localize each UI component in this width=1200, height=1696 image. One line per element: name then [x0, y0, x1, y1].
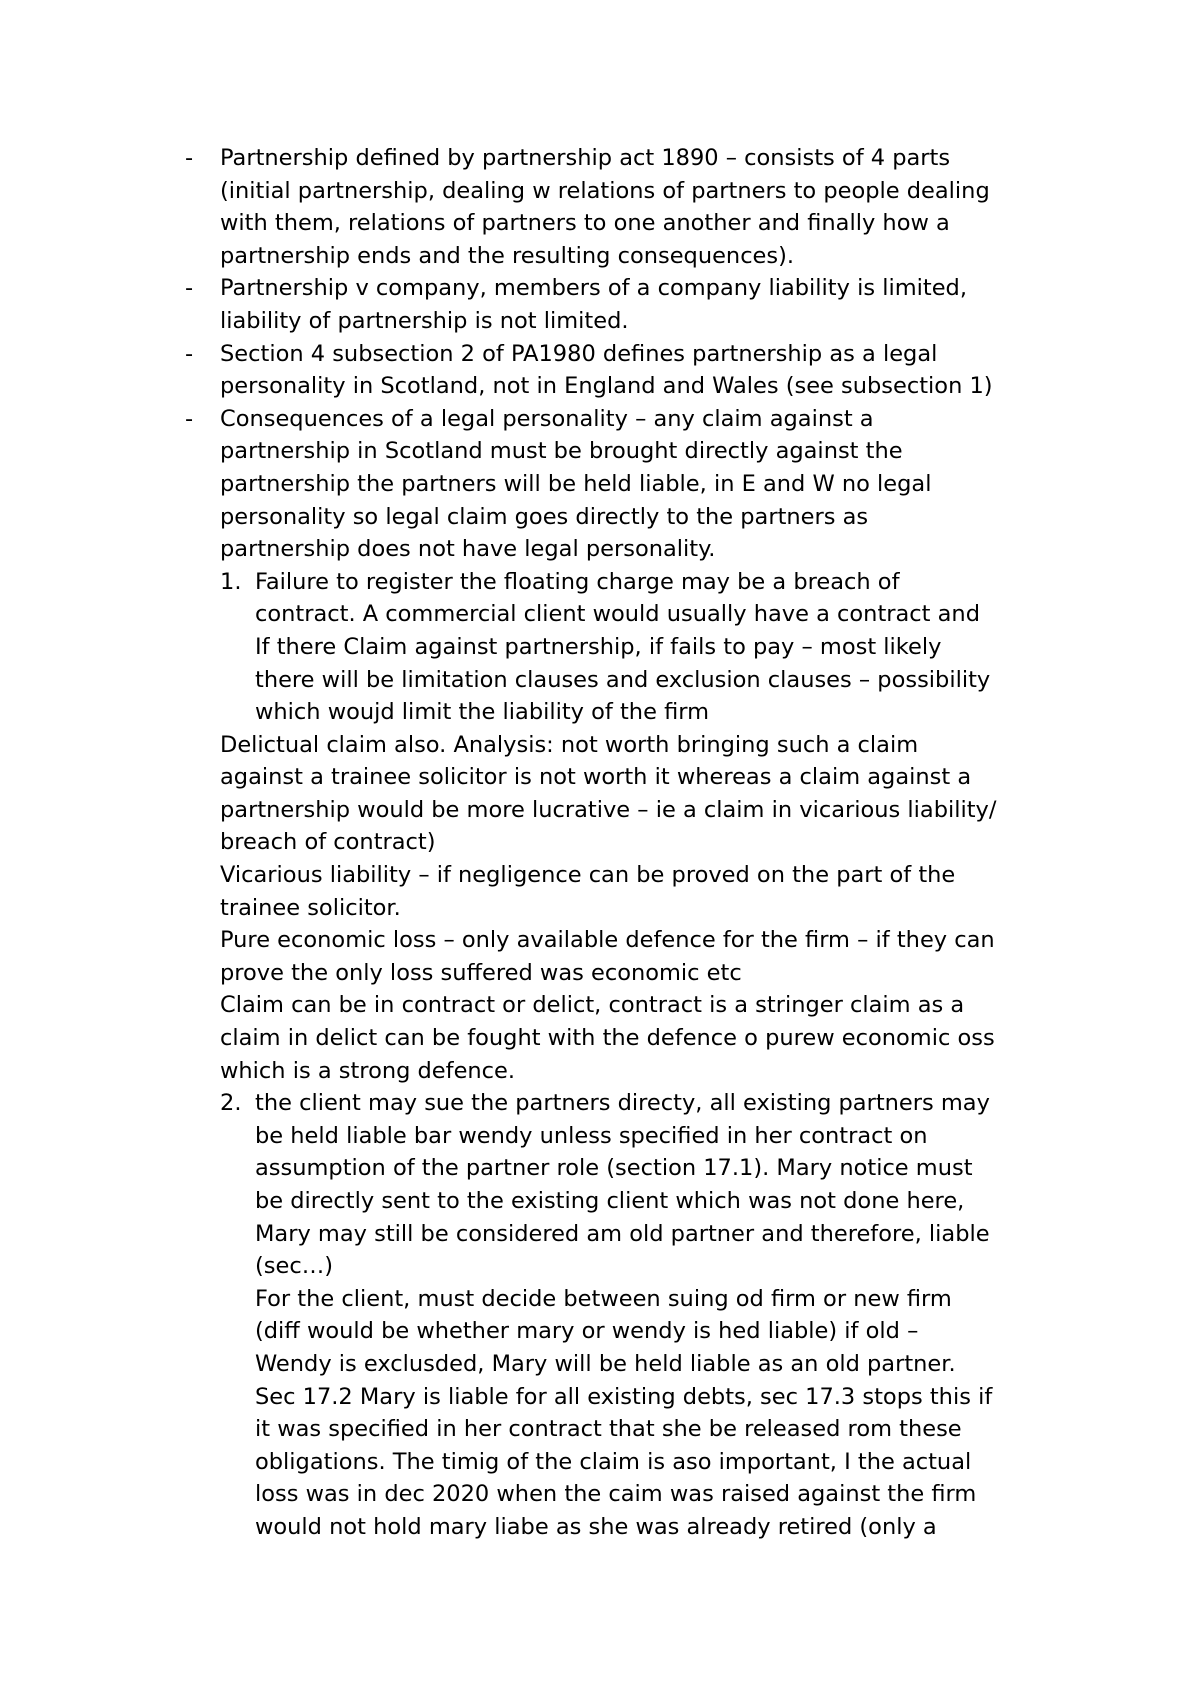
text-line: the client may sue the partners directy, all existing partners may [255, 1090, 990, 1117]
text-line: personality so legal claim goes directly to the partners as [220, 503, 869, 530]
bullet-item [185, 142, 1085, 272]
paragraph-vicarious-liability [185, 859, 1085, 924]
text-line: with them, relations of partners to one another and finally how a [220, 210, 950, 237]
bullet-marker: - [185, 145, 194, 171]
text-line: partnership in Scotland must be brought directly against the [220, 438, 903, 465]
text-line: loss was in dec 2020 when the caim was raised against the firm [255, 1481, 977, 1508]
number-marker: 1. [220, 568, 242, 595]
text-line: Failure to register the floating charge may be a breach of [255, 568, 900, 595]
text-line: Wendy is exclusded, Mary will be held liable as an old partner. [255, 1350, 956, 1377]
text-line: obligations. The timig of the claim is aso important, I the actual [255, 1448, 972, 1475]
paragraph-delictual-claim [185, 729, 1085, 859]
text-line: Claim can be in contract or delict, contract is a stringer claim as a [220, 992, 965, 1019]
bullet-item [185, 403, 1085, 566]
bullet-item [185, 272, 1085, 337]
text-line: personality in Scotland, not in England and Wales (see subsection 1) [220, 373, 993, 400]
text-line: be held liable bar wendy unless specified in her contract on [255, 1122, 928, 1149]
text-line: Vicarious liability – if negligence can be proved on the part of the [220, 862, 956, 889]
text-line: Mary may still be considered am old partner and therefore, liable [255, 1220, 990, 1247]
text-line: partnership would be more lucrative – ie a claim in vicarious liability/ [220, 796, 997, 823]
text-line: partnership ends and the resulting consequences). [220, 242, 795, 269]
numbered-item-2 [185, 1087, 1085, 1283]
text-line: contract. A commercial client would usually have a contract and [255, 601, 980, 628]
text-line: breach of contract) [220, 829, 436, 856]
numbered-item-2-continuation [185, 1283, 1085, 1544]
paragraph-contract-or-delict [185, 989, 1085, 1087]
text-line: partnership does not have legal personality. [220, 536, 716, 563]
text-line: (diff would be whether mary or wendy is hed liable) if old – [255, 1318, 919, 1345]
text-line: assumption of the partner role (section 17.1). Mary notice must [255, 1155, 973, 1182]
numbered-item-1 [185, 566, 1085, 729]
text-line: (initial partnership, dealing w relations of partners to people dealing [220, 177, 990, 204]
text-line: Section 4 subsection 2 of PA1980 defines partnership as a legal [220, 340, 938, 367]
text-line: For the client, must decide between suing od firm or new firm [255, 1285, 952, 1312]
document-body [185, 142, 1085, 1544]
text-line: (sec…) [255, 1253, 333, 1280]
bullet-item [185, 338, 1085, 403]
text-line: Delictual claim also. Analysis: not worth bringing such a claim [220, 731, 919, 758]
text-line: partnership the partners will be held liable, in E and W no legal [220, 470, 932, 497]
text-line: liability of partnership is not limited. [220, 307, 629, 334]
text-line: claim in delict can be fought with the defence o purew economic oss [220, 1025, 995, 1052]
text-line: be directly sent to the existing client which was not done here, [255, 1188, 965, 1214]
text-line: which woujd limit the liability of the firm [255, 699, 710, 726]
text-line: prove the only loss suffered was economic etc [220, 959, 742, 986]
text-line: Consequences of a legal personality – any claim against a [220, 405, 874, 432]
paragraph-pure-economic-loss [185, 924, 1085, 989]
text-line: trainee solicitor. [220, 894, 401, 921]
text-line: which is a strong defence. [220, 1057, 516, 1084]
text-line: there will be limitation clauses and exclusion clauses – possibility [255, 666, 991, 693]
bullet-marker: - [185, 340, 194, 367]
text-line: against a trainee solicitor is not worth it whereas a claim against a [220, 764, 972, 791]
number-marker: 2. [220, 1090, 242, 1117]
text-line: Partnership v company, members of a company liability is limited, [220, 275, 967, 302]
text-line: Partnership defined by partnership act 1890 – consists of 4 parts [220, 145, 951, 171]
text-line: Pure economic loss – only available defence for the firm – if they can [220, 927, 995, 954]
text-line: Sec 17.2 Mary is liable for all existing debts, sec 17.3 stops this if [255, 1383, 993, 1410]
text-line: If there Claim against partnership, if fails to pay – most likely [255, 633, 942, 660]
bullet-marker: - [185, 405, 194, 432]
bullet-marker: - [185, 275, 194, 302]
text-line: it was specified in her contract that she be released rom these [255, 1416, 962, 1443]
text-line: would not hold mary liabe as she was already retired (only a [255, 1513, 937, 1540]
